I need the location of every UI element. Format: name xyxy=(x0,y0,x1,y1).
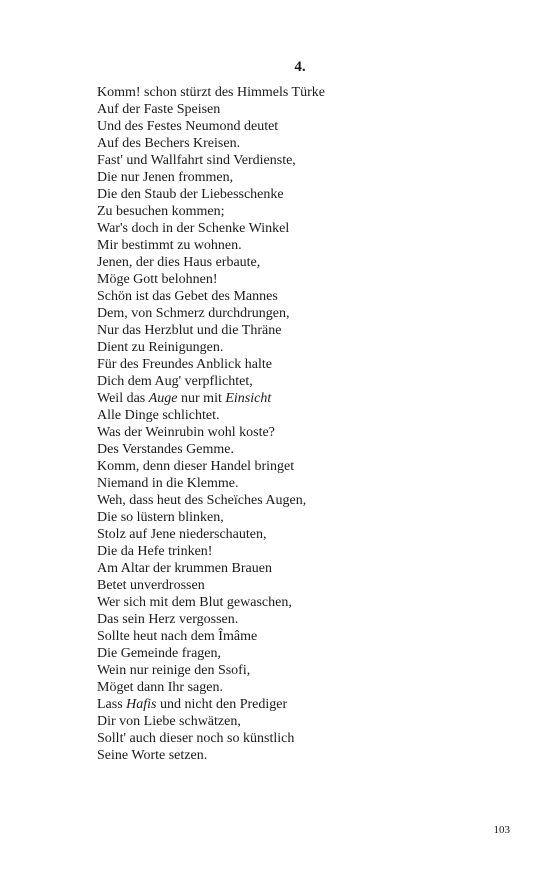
poem-text xyxy=(97,84,517,764)
line-text: Wer sich mit dem Blut gewaschen, xyxy=(97,595,292,610)
poem-line xyxy=(97,611,517,628)
poem-line xyxy=(97,220,517,237)
poem-line xyxy=(97,84,517,101)
line-text: Das sein Herz vergossen. xyxy=(97,612,239,627)
line-text: Am Altar der krummen Brauen xyxy=(97,561,272,576)
poem-line xyxy=(97,152,517,169)
line-text: Die da Hefe trinken! xyxy=(97,544,213,559)
line-text: nur mit xyxy=(177,391,226,406)
line-text: Möge Gott belohnen! xyxy=(97,272,218,287)
line-text: und nicht den Prediger xyxy=(156,697,288,712)
line-text: Die Gemeinde fragen, xyxy=(97,646,221,661)
poem-line xyxy=(97,101,517,118)
page-number: 103 xyxy=(493,824,510,836)
poem-line xyxy=(97,118,517,135)
poem-line xyxy=(97,696,517,713)
line-text: Auf des Bechers Kreisen. xyxy=(97,136,241,151)
poem-line xyxy=(97,492,517,509)
line-text: Dir von Liebe schwätzen, xyxy=(97,714,241,729)
line-text: Stolz auf Jene niederschauten, xyxy=(97,527,267,542)
emphasized-word: Auge xyxy=(148,391,178,406)
poem-line xyxy=(97,288,517,305)
line-text: Fast' und Wallfahrt sind Verdienste, xyxy=(97,153,296,168)
line-text: Und des Festes Neumond deutet xyxy=(97,119,279,134)
poem-line xyxy=(97,526,517,543)
line-text: Zu besuchen kommen; xyxy=(97,204,225,219)
poem-line xyxy=(97,628,517,645)
poem-line xyxy=(97,543,517,560)
poem-line xyxy=(97,662,517,679)
line-text: Auf der Faste Speisen xyxy=(97,102,221,117)
line-text: Die den Staub der Liebesschenke xyxy=(97,187,284,202)
poem-line xyxy=(97,254,517,271)
line-text: Dient zu Reinigungen. xyxy=(97,340,224,355)
line-text: Wein nur reinige den Ssofi, xyxy=(97,663,251,678)
line-text: Die so lüstern blinken, xyxy=(97,510,224,525)
poem-line xyxy=(97,237,517,254)
line-text: Des Verstandes Gemme. xyxy=(97,442,234,457)
poem-line xyxy=(97,169,517,186)
line-text: Betet unverdrossen xyxy=(97,578,205,593)
poem-line xyxy=(97,458,517,475)
line-text: Dem, von Schmerz durchdrungen, xyxy=(97,306,290,321)
line-text: Komm, denn dieser Handel bringet xyxy=(97,459,295,474)
poem-line xyxy=(97,356,517,373)
poem-line xyxy=(97,271,517,288)
poem-line xyxy=(97,322,517,339)
poem-line xyxy=(97,186,517,203)
poem-line xyxy=(97,577,517,594)
line-text: Möget dann Ihr sagen. xyxy=(97,680,223,695)
line-text: Weh, dass heut des Scheïches Augen, xyxy=(97,493,307,508)
poem-number-heading: 4. xyxy=(294,59,306,75)
line-text: Die nur Jenen frommen, xyxy=(97,170,234,185)
line-text: Sollt' auch dieser noch so künstlich xyxy=(97,731,295,746)
poem-line xyxy=(97,560,517,577)
line-text: Für des Freundes Anblick halte xyxy=(97,357,272,372)
line-text: Sollte heut nach dem Îmâme xyxy=(97,629,258,644)
line-text: Was der Weinrubin wohl koste? xyxy=(97,425,275,440)
poem-line xyxy=(97,407,517,424)
line-text: Seine Worte setzen. xyxy=(97,748,208,763)
line-text: Dich dem Aug' verpflichtet, xyxy=(97,374,253,389)
poem-line xyxy=(97,730,517,747)
line-text: Schön ist das Gebet des Mannes xyxy=(97,289,278,304)
poem-line xyxy=(97,305,517,322)
poem-line xyxy=(97,509,517,526)
poem-line xyxy=(97,373,517,390)
poem-line xyxy=(97,645,517,662)
poem-line xyxy=(97,747,517,764)
line-text: Mir bestimmt zu wohnen. xyxy=(97,238,242,253)
poem-line xyxy=(97,713,517,730)
poem-line xyxy=(97,424,517,441)
poem-line xyxy=(97,679,517,696)
line-text: Nur das Herzblut und die Thräne xyxy=(97,323,282,338)
line-text: Niemand in die Klemme. xyxy=(97,476,239,491)
emphasized-word: Einsicht xyxy=(225,391,272,406)
poem-line xyxy=(97,441,517,458)
line-text: Lass xyxy=(97,697,127,712)
line-text: Jenen, der dies Haus erbaute, xyxy=(97,255,261,270)
poem-line xyxy=(97,339,517,356)
emphasized-word: Hafis xyxy=(126,697,157,712)
line-text: Komm! schon stürzt des Himmels Türke xyxy=(97,85,325,100)
poem-line xyxy=(97,390,517,407)
line-text: Alle Dinge schlichtet. xyxy=(97,408,220,423)
poem-line xyxy=(97,475,517,492)
line-text: War's doch in der Schenke Winkel xyxy=(97,221,290,236)
line-text: Weil das xyxy=(97,391,149,406)
poem-line xyxy=(97,594,517,611)
poem-line xyxy=(97,135,517,152)
poem-line xyxy=(97,203,517,220)
